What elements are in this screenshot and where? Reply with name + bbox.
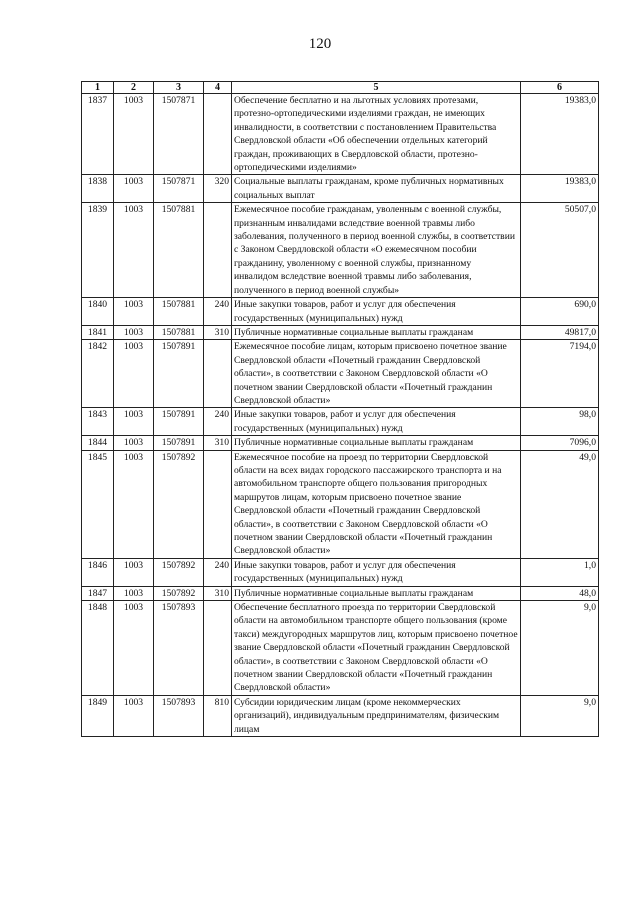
expense-type-code-cell: 810: [204, 695, 232, 736]
amount-cell: 19383,0: [521, 94, 599, 175]
article-code-cell: 1507892: [154, 558, 204, 586]
column-header: 2: [114, 82, 154, 94]
section-code-cell: 1003: [114, 450, 154, 558]
section-code-cell: 1003: [114, 601, 154, 696]
row-number-cell: 1843: [82, 408, 114, 436]
row-number-cell: 1837: [82, 94, 114, 175]
article-code-cell: 1507893: [154, 695, 204, 736]
section-code-cell: 1003: [114, 586, 154, 600]
article-code-cell: 1507881: [154, 203, 204, 298]
section-code-cell: 1003: [114, 175, 154, 203]
table-header-row: [82, 82, 599, 94]
section-code-cell: 1003: [114, 203, 154, 298]
table-row: [82, 558, 599, 586]
column-header: 3: [154, 82, 204, 94]
row-number-cell: 1846: [82, 558, 114, 586]
column-header: 5: [232, 82, 521, 94]
item-name-cell: Обеспечение бесплатного проезда по территории Свердловской области на автомобильном транспорте общего пользования (кроме такси) междугородных маршрутов лиц, которым присвоено почетное звание Свердловской области «Почетный гражданин Свердловской области», в соответствии с Законом Свердловской области «О почетном звании Свердловской области «Почетный гражданин Свердловской области»: [232, 601, 521, 696]
expense-type-code-cell: 310: [204, 325, 232, 339]
amount-cell: 19383,0: [521, 175, 599, 203]
item-name-cell: Публичные нормативные социальные выплаты гражданам: [232, 586, 521, 600]
table-row: [82, 586, 599, 600]
row-number-cell: 1842: [82, 340, 114, 408]
article-code-cell: 1507892: [154, 450, 204, 558]
expense-type-code-cell: 240: [204, 408, 232, 436]
row-number-cell: 1844: [82, 436, 114, 450]
expense-type-code-cell: 240: [204, 298, 232, 326]
table-row: [82, 94, 599, 175]
row-number-cell: 1848: [82, 601, 114, 696]
column-header: 4: [204, 82, 232, 94]
amount-cell: 9,0: [521, 695, 599, 736]
expense-type-code-cell: [204, 601, 232, 696]
table-row: [82, 695, 599, 736]
table-row: [82, 325, 599, 339]
article-code-cell: 1507892: [154, 586, 204, 600]
column-header: 6: [521, 82, 599, 94]
column-header: 1: [82, 82, 114, 94]
row-number-cell: 1838: [82, 175, 114, 203]
amount-cell: 7194,0: [521, 340, 599, 408]
amount-cell: 49817,0: [521, 325, 599, 339]
expense-type-code-cell: [204, 203, 232, 298]
row-number-cell: 1845: [82, 450, 114, 558]
article-code-cell: 1507891: [154, 436, 204, 450]
expense-type-code-cell: [204, 340, 232, 408]
row-number-cell: 1849: [82, 695, 114, 736]
table-row: [82, 601, 599, 696]
table-row: [82, 203, 599, 298]
article-code-cell: 1507893: [154, 601, 204, 696]
budget-table: [81, 81, 599, 737]
item-name-cell: Ежемесячное пособие на проезд по территории Свердловской области на всех видах городского пассажирского транспорта и на автомобильном транспорте общего пользования пригородных маршрутов лицам, которым присвоено почетное звание Свердловской области «Почетный гражданин Свердловской области», в соответствии с Законом Свердловской области «О почетном звании Свердловской области «Почетный гражданин Свердловской области»: [232, 450, 521, 558]
row-number-cell: 1839: [82, 203, 114, 298]
expense-type-code-cell: [204, 450, 232, 558]
article-code-cell: 1507891: [154, 340, 204, 408]
amount-cell: 50507,0: [521, 203, 599, 298]
table-row: [82, 298, 599, 326]
amount-cell: 690,0: [521, 298, 599, 326]
section-code-cell: 1003: [114, 325, 154, 339]
item-name-cell: Субсидии юридическим лицам (кроме некоммерческих организаций), индивидуальным предпринимателям, физическим лицам: [232, 695, 521, 736]
item-name-cell: Публичные нормативные социальные выплаты гражданам: [232, 436, 521, 450]
section-code-cell: 1003: [114, 340, 154, 408]
section-code-cell: 1003: [114, 695, 154, 736]
item-name-cell: Иные закупки товаров, работ и услуг для обеспечения государственных (муниципальных) нужд: [232, 298, 521, 326]
amount-cell: 48,0: [521, 586, 599, 600]
section-code-cell: 1003: [114, 558, 154, 586]
amount-cell: 9,0: [521, 601, 599, 696]
amount-cell: 98,0: [521, 408, 599, 436]
section-code-cell: 1003: [114, 436, 154, 450]
article-code-cell: 1507881: [154, 298, 204, 326]
article-code-cell: 1507881: [154, 325, 204, 339]
amount-cell: 7096,0: [521, 436, 599, 450]
table-row: [82, 436, 599, 450]
item-name-cell: Иные закупки товаров, работ и услуг для обеспечения государственных (муниципальных) нужд: [232, 558, 521, 586]
row-number-cell: 1847: [82, 586, 114, 600]
table-row: [82, 340, 599, 408]
item-name-cell: Публичные нормативные социальные выплаты гражданам: [232, 325, 521, 339]
row-number-cell: 1840: [82, 298, 114, 326]
section-code-cell: 1003: [114, 94, 154, 175]
item-name-cell: Обеспечение бесплатно и на льготных условиях протезами, протезно-ортопедическими изделиями граждан, не имеющих инвалидности, в соответствии с постановлением Правительства Свердловской области «Об обеспечении отдельных категорий граждан, проживающих в Свердловской области, протезно-ортопедическими изделиями»: [232, 94, 521, 175]
expense-type-code-cell: 310: [204, 586, 232, 600]
row-number-cell: 1841: [82, 325, 114, 339]
article-code-cell: 1507891: [154, 408, 204, 436]
table-row: [82, 175, 599, 203]
section-code-cell: 1003: [114, 298, 154, 326]
expense-type-code-cell: 320: [204, 175, 232, 203]
page-number: 120: [308, 36, 332, 52]
item-name-cell: Социальные выплаты гражданам, кроме публичных нормативных социальных выплат: [232, 175, 521, 203]
expense-type-code-cell: 240: [204, 558, 232, 586]
item-name-cell: Ежемесячное пособие лицам, которым присвоено почетное звание Свердловской области «Почетный гражданин Свердловской области», в соответствии с Законом Свердловской области «О почетном звании Свердловской области «Почетный гражданин Свердловской области»: [232, 340, 521, 408]
expense-type-code-cell: 310: [204, 436, 232, 450]
expense-type-code-cell: [204, 94, 232, 175]
table-row: [82, 450, 599, 558]
amount-cell: 1,0: [521, 558, 599, 586]
article-code-cell: 1507871: [154, 94, 204, 175]
item-name-cell: Ежемесячное пособие гражданам, уволенным с военной службы, признанным инвалидами вследствие военной травмы либо заболевания, полученного в период военной службы, в соответствии с Законом Свердловской области «О ежемесячном пособии гражданину, уволенному с военной службы, признанному инвалидом вследствие военной травмы либо заболевания, полученного в период военной службы»: [232, 203, 521, 298]
amount-cell: 49,0: [521, 450, 599, 558]
article-code-cell: 1507871: [154, 175, 204, 203]
item-name-cell: Иные закупки товаров, работ и услуг для обеспечения государственных (муниципальных) нужд: [232, 408, 521, 436]
section-code-cell: 1003: [114, 408, 154, 436]
table-row: [82, 408, 599, 436]
